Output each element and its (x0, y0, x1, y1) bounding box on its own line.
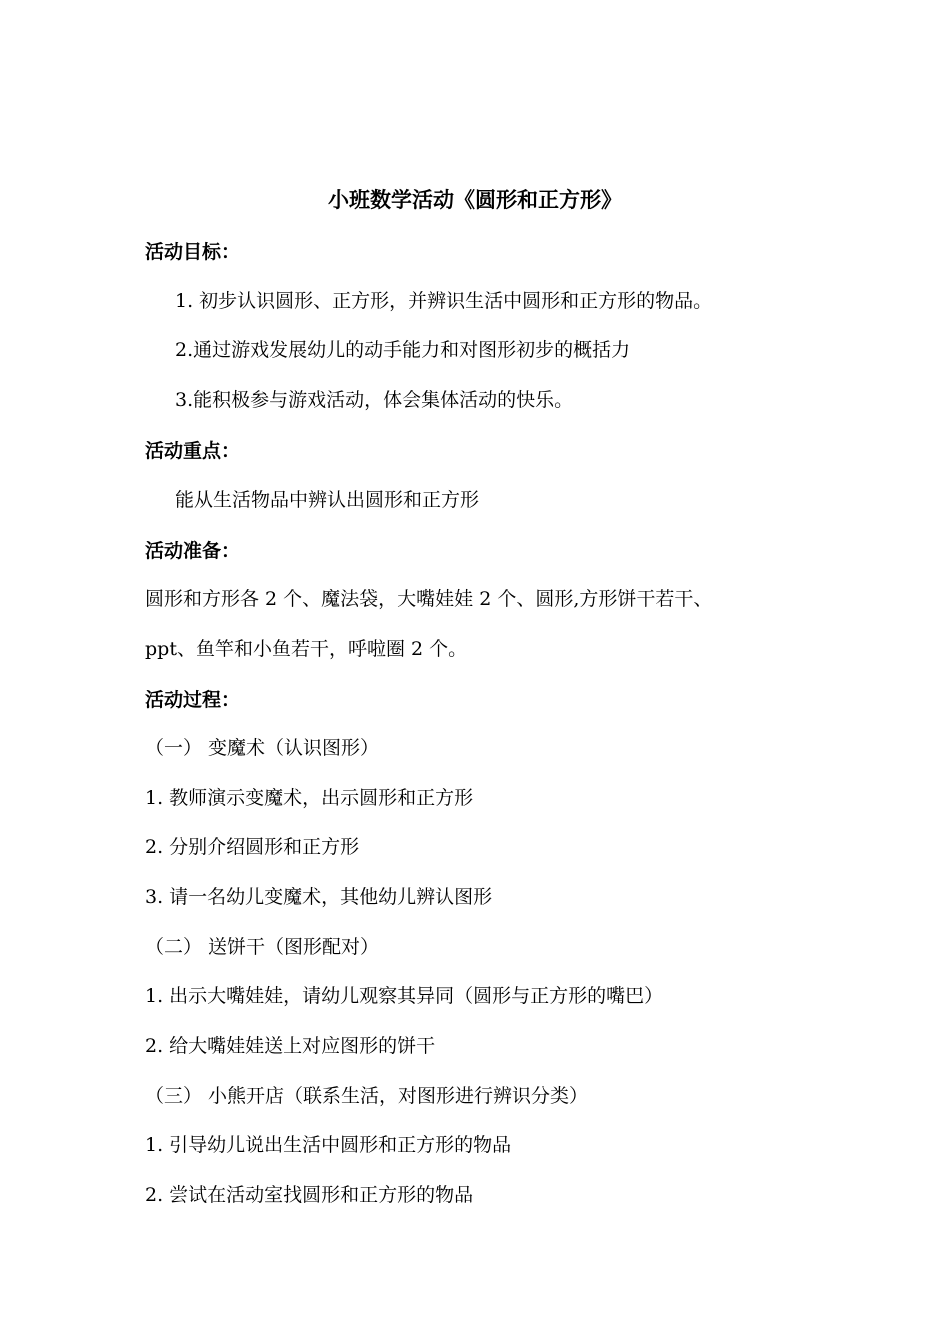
prep-line-2: ppt、鱼竿和小鱼若干，呼啦圈 2 个。 (145, 638, 468, 660)
goal-item-3: 3.能积极参与游戏活动，体会集体活动的快乐。 (175, 389, 574, 411)
section-1-heading: （一） 变魔术（认识图形） (145, 737, 380, 759)
section-1-item-2: 2. 分别介绍圆形和正方形 (145, 836, 360, 858)
section-3-item-1: 1. 引导幼儿说出生活中圆形和正方形的物品 (145, 1134, 512, 1156)
goals-heading: 活动目标： (145, 241, 241, 263)
process-heading: 活动过程： (145, 689, 241, 711)
goal-item-1: 1. 初步认识圆形、正方形，并辨识生活中圆形和正方形的物品。 (175, 290, 713, 312)
section-2-item-1: 1. 出示大嘴娃娃，请幼儿观察其异同（圆形与正方形的嘴巴） (145, 985, 664, 1007)
prep-heading: 活动准备： (145, 540, 241, 562)
section-3-item-2: 2. 尝试在活动室找圆形和正方形的物品 (145, 1184, 474, 1206)
focus-heading: 活动重点： (145, 440, 241, 462)
goal-item-2: 2.通过游戏发展幼儿的动手能力和对图形初步的概括力 (175, 339, 631, 361)
prep-line-1: 圆形和方形各 2 个、魔法袋，大嘴娃娃 2 个、圆形,方形饼干若干、 (145, 588, 713, 610)
section-2-item-2: 2. 给大嘴娃娃送上对应图形的饼干 (145, 1035, 436, 1057)
section-1-item-1: 1. 教师演示变魔术，出示圆形和正方形 (145, 787, 474, 809)
section-1-item-3: 3. 请一名幼儿变魔术，其他幼儿辨认图形 (145, 886, 493, 908)
section-2-heading: （二） 送饼干（图形配对） (145, 936, 380, 958)
focus-text: 能从生活物品中辨认出圆形和正方形 (175, 489, 480, 511)
section-3-heading: （三） 小熊开店（联系生活，对图形进行辨识分类） (145, 1085, 589, 1107)
document-title: 小班数学活动《圆形和正方形》 (328, 188, 622, 212)
